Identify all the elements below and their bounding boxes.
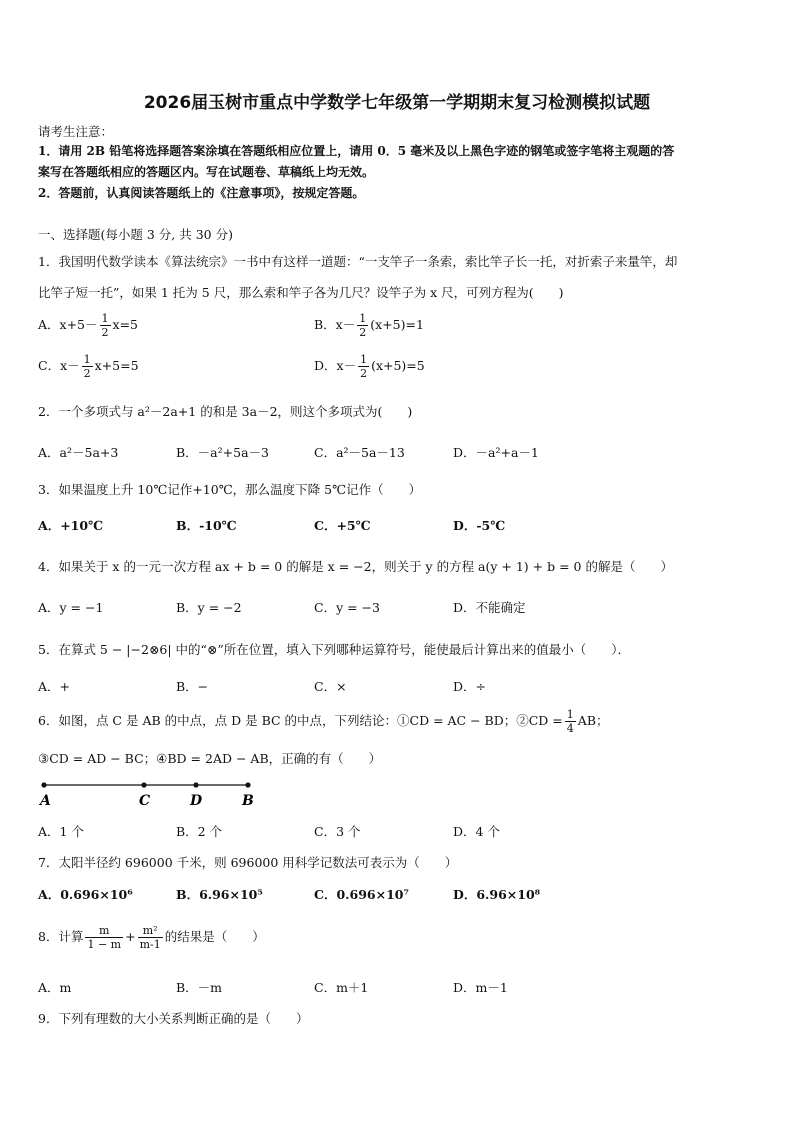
point-label-a: A bbox=[40, 793, 51, 809]
q1-option-c[interactable] bbox=[38, 353, 139, 380]
q7-option-b[interactable]: B．6.96×10⁵ bbox=[176, 887, 263, 902]
question-6-line-2: ③CD = AD − BC；④BD = 2AD − AB，正确的有（ ） bbox=[38, 751, 382, 766]
q6-line-1-pre: 6．如图，点 C 是 AB 的中点，点 D 是 BC 的中点，下列结论：①CD = AC − BD；②CD = bbox=[38, 713, 563, 728]
question-8-stem bbox=[38, 924, 265, 951]
notice-item-1-line-2: 案写在答题纸相应的答题区内。写在试题卷、草稿纸上均无效。 bbox=[38, 165, 375, 179]
question-1-line-2: 比竿子短一托”，如果 1 托为 5 尺，那么索和竿子各为几尺？设竿子为 x 尺，可列方程为( ) bbox=[38, 285, 564, 300]
q7-option-a[interactable]: A．0.696×10⁶ bbox=[38, 887, 133, 902]
q3-option-d[interactable]: D．-5℃ bbox=[453, 518, 506, 533]
fraction-numerator: 1 bbox=[359, 312, 367, 325]
fraction-numerator: m² bbox=[138, 924, 163, 938]
fraction-numerator: 1 bbox=[83, 353, 91, 366]
fraction bbox=[358, 353, 369, 380]
q8-option-d[interactable]: D．m－1 bbox=[453, 980, 508, 995]
fraction-denominator: 2 bbox=[101, 326, 109, 339]
q8-pre: 8．计算 bbox=[38, 929, 84, 944]
q4-option-c[interactable]: C．y = −3 bbox=[314, 600, 380, 615]
q6-line-1-post: AB； bbox=[577, 713, 609, 728]
fraction-denominator: 4 bbox=[566, 722, 574, 735]
q1-option-c-post: x+5=5 bbox=[94, 358, 139, 373]
fraction-denominator: 1 − m bbox=[87, 938, 122, 951]
q2-option-d[interactable]: D．－a²+a－1 bbox=[453, 445, 539, 460]
q3-option-b[interactable]: B．-10℃ bbox=[176, 518, 237, 533]
question-5-stem: 5．在算式 5 − |−2⊗6| 中的“⊗”所在位置，填入下列哪种运算符号，能使最后计算出来的值最小（ ）． bbox=[38, 642, 631, 657]
question-6-line-1 bbox=[38, 708, 609, 735]
question-2-stem: 2．一个多项式与 a²－2a+1 的和是 3a－2，则这个多项式为( ) bbox=[38, 404, 413, 419]
fraction bbox=[85, 924, 123, 951]
q5-option-d[interactable]: D．÷ bbox=[453, 679, 486, 694]
question-4-stem: 4．如果关于 x 的一元一次方程 ax + b = 0 的解是 x = −2，则关于 y 的方程 a(y + 1) + b = 0 的解是（ ） bbox=[38, 559, 673, 574]
q6-option-c[interactable]: C．3 个 bbox=[314, 824, 361, 839]
fraction-denominator: 2 bbox=[360, 367, 368, 380]
q4-option-a[interactable]: A．y = −1 bbox=[38, 600, 104, 615]
q6-option-a[interactable]: A．1 个 bbox=[38, 824, 84, 839]
point-d-dot bbox=[193, 782, 198, 787]
fraction bbox=[82, 353, 93, 380]
question-9-stem: 9．下列有理数的大小关系判断正确的是（ ） bbox=[38, 1011, 309, 1026]
q8-option-a[interactable]: A．m bbox=[38, 980, 72, 995]
question-7-stem: 7．太阳半径约 696000 千米，则 696000 用科学记数法可表示为（ ） bbox=[38, 855, 458, 870]
q7-option-d[interactable]: D．6.96×10⁸ bbox=[453, 887, 541, 902]
q8-option-b[interactable]: B．－m bbox=[176, 980, 223, 995]
q5-option-a[interactable]: A．+ bbox=[38, 679, 71, 694]
fraction-numerator: m bbox=[85, 924, 123, 938]
q1-option-d[interactable] bbox=[314, 353, 425, 380]
q2-option-c[interactable]: C．a²－5a－13 bbox=[314, 445, 405, 460]
q1-option-b-post: (x+5)=1 bbox=[370, 317, 424, 332]
plus-sign: + bbox=[125, 929, 136, 944]
fraction-numerator: 1 bbox=[566, 708, 574, 721]
segment-diagram bbox=[36, 776, 266, 810]
fraction-numerator: 1 bbox=[360, 353, 368, 366]
q2-option-b[interactable]: B．－a²+5a－3 bbox=[176, 445, 269, 460]
fraction-denominator: m-1 bbox=[139, 938, 161, 951]
point-label-b: B bbox=[242, 793, 254, 809]
page-title: 2026届玉树市重点中学数学七年级第一学期期末复习检测模拟试题 bbox=[143, 93, 651, 113]
notice-item-1-line-1: 1．请用 2B 铅笔将选择题答案涂填在答题纸相应位置上，请用 0．5 毫米及以上黑色字迹的钢笔或签字笔将主观题的答 bbox=[38, 144, 675, 158]
fraction-denominator: 2 bbox=[359, 326, 367, 339]
fraction bbox=[357, 312, 368, 339]
point-a-dot bbox=[41, 782, 46, 787]
fraction-numerator: 1 bbox=[101, 312, 109, 325]
q1-option-a[interactable] bbox=[38, 312, 138, 339]
q1-option-d-post: (x+5)=5 bbox=[371, 358, 425, 373]
point-c-dot bbox=[141, 782, 146, 787]
q5-option-b[interactable]: B．− bbox=[176, 679, 209, 694]
fraction bbox=[138, 924, 163, 951]
q4-option-b[interactable]: B．y = −2 bbox=[176, 600, 242, 615]
q1-option-d-pre: D．x－ bbox=[314, 358, 357, 373]
q1-option-b-pre: B．x－ bbox=[314, 317, 356, 332]
q5-option-c[interactable]: C．× bbox=[314, 679, 347, 694]
point-label-d: D bbox=[190, 793, 203, 809]
q2-option-a[interactable]: A．a²－5a+3 bbox=[38, 445, 119, 460]
section-heading: 一、选择题(每小题 3 分, 共 30 分) bbox=[38, 227, 233, 242]
q1-option-a-pre: A．x+5－ bbox=[38, 317, 98, 332]
notice-heading: 请考生注意： bbox=[38, 124, 114, 139]
fraction bbox=[100, 312, 111, 339]
question-1-line-1: 1．我国明代数学读本《算法统宗》一书中有这样一道题：“一支竿子一条索，索比竿子长一托，对折索子来量竿，却 bbox=[38, 254, 678, 269]
point-b-dot bbox=[245, 782, 250, 787]
q3-option-a[interactable]: A．+10℃ bbox=[38, 518, 104, 533]
notice-item-2: 2．答题前，认真阅读答题纸上的《注意事项》，按规定答题。 bbox=[38, 186, 365, 200]
q1-option-a-post: x=5 bbox=[112, 317, 138, 332]
q8-option-c[interactable]: C．m＋1 bbox=[314, 980, 369, 995]
fraction-denominator: 2 bbox=[83, 367, 91, 380]
q1-option-b[interactable] bbox=[314, 312, 424, 339]
q6-option-b[interactable]: B．2 个 bbox=[176, 824, 223, 839]
q7-option-c[interactable]: C．0.696×10⁷ bbox=[314, 887, 409, 902]
q3-option-c[interactable]: C．+5℃ bbox=[314, 518, 371, 533]
question-3-stem: 3．如果温度上升 10℃记作+10℃，那么温度下降 5℃记作（ ） bbox=[38, 482, 422, 497]
q8-post: 的结果是（ ） bbox=[164, 929, 265, 944]
q6-option-d[interactable]: D．4 个 bbox=[453, 824, 500, 839]
q1-option-c-pre: C．x－ bbox=[38, 358, 80, 373]
fraction bbox=[565, 708, 576, 735]
q4-option-d[interactable]: D．不能确定 bbox=[453, 600, 526, 615]
point-label-c: C bbox=[139, 793, 151, 809]
